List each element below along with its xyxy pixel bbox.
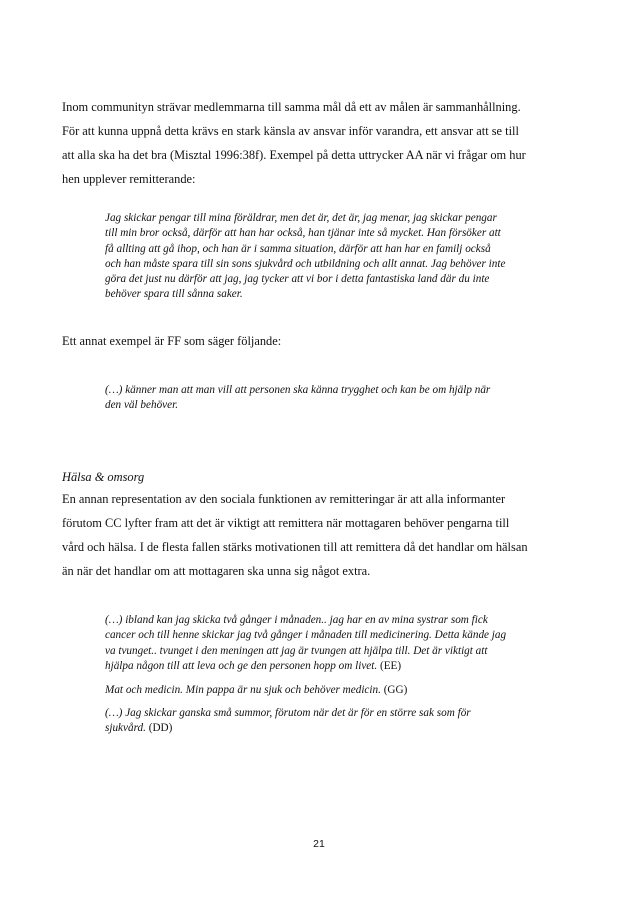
- quote-line: till min bror också, därför att han har också, han tjänar inte så mycket. Han försöker att: [105, 227, 501, 240]
- quote-line: (…) Jag skickar ganska små summor, förutom när det är för en större sak som för: [105, 707, 471, 719]
- section-heading: Hälsa & omsorg: [62, 470, 145, 484]
- block-quote-ff: [105, 383, 565, 414]
- quote-line: (…) ibland kan jag skicka två gånger i månaden.. jag har en av mina systrar som fick: [105, 614, 488, 626]
- paragraph-1-line-1: Inom communityn strävar medlemmarna till samma mål då ett av målen är sammanhållning.: [62, 100, 521, 114]
- quote-line: va tvunget.. tvunget i den meningen att jag är tvungen att hjälpa till. Det är viktigt att: [105, 644, 488, 657]
- quote-line: [105, 683, 565, 698]
- paragraph-1-line-3: att alla ska ha det bra (Misztal 1996:38f). Exempel på detta uttrycker AA när vi frågar om hur: [62, 148, 526, 162]
- quote-line: Jag skickar pengar till mina föräldrar, men det är, det är, jag menar, jag skickar pengar: [105, 212, 497, 224]
- quote-line: (…) känner man att man vill att personen ska känna trygghet och kan be om hjälp när: [105, 384, 491, 396]
- paragraph-3-line-1: En annan representation av den sociala funktionen av remitteringar är att alla informanter: [62, 492, 506, 506]
- paragraph-2: Ett annat exempel är FF som säger följande:: [62, 334, 282, 348]
- block-quote-aa: [105, 211, 565, 303]
- quote-line: den väl behöver.: [105, 399, 179, 412]
- quote-line: göra det just nu därför att jag, jag tycker att vi bor i detta fantastiska land där du inte: [105, 273, 490, 286]
- quote-text: Mat och medicin. Min pappa är nu sjuk och behöver medicin.: [105, 684, 381, 696]
- paragraph-1-line-2: För att kunna uppnå detta krävs en stark känsla av ansvar inför varandra, ett ansvar att se till: [62, 124, 519, 138]
- block-quote-gg: [105, 683, 565, 698]
- informant-code: (EE): [377, 659, 402, 672]
- paragraph-1-line-4: hen upplever remitterande:: [62, 172, 196, 186]
- quote-text: hjälpa någon till att leva och ge den personen hopp om livet.: [105, 659, 378, 672]
- quote-line: cancer och till henne skickar jag två gånger i månaden till medicinering. Detta kände jag: [105, 629, 507, 642]
- quote-text: sjukvård.: [105, 722, 146, 735]
- page-number: 21: [313, 838, 325, 850]
- informant-code: (DD): [145, 722, 173, 735]
- paragraph-3-line-3: vård och hälsa. I de flesta fallen stärks motivationen till att remittera då det handlar om hälsan: [62, 540, 528, 554]
- paragraph-3-line-2: förutom CC lyfter fram att det är viktigt att remittera när mottagaren behöver pengarna till: [62, 516, 510, 530]
- block-quote-ee: [105, 613, 565, 674]
- quote-line: [105, 721, 565, 736]
- block-quote-dd: [105, 706, 565, 737]
- quote-line: och han måste spara till sin sons sjukvård och utbildning och allt annat. Jag behöver inte: [105, 257, 506, 270]
- quote-line: få allting att gå ihop, och han är i samma situation, därför att han har en familj också: [105, 242, 491, 255]
- informant-code: (GG): [380, 684, 408, 696]
- quote-line: [105, 659, 565, 674]
- quote-line: behöver spara till sånna saker.: [105, 288, 243, 301]
- paragraph-3-line-4: än när det handlar om att mottagaren ska unna sig något extra.: [62, 564, 371, 578]
